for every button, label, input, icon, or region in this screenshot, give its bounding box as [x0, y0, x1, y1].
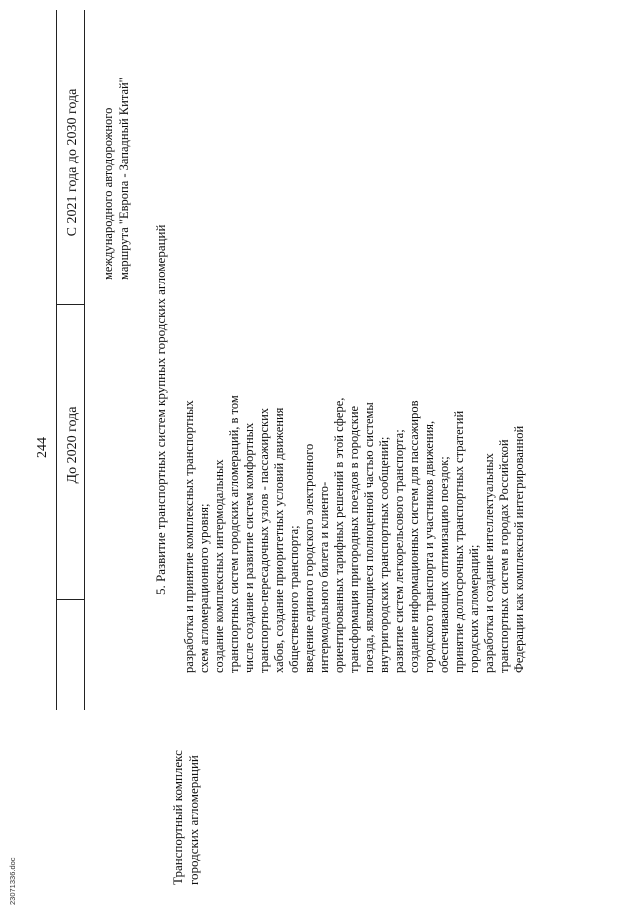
file-id: 23071336.doc — [8, 857, 17, 905]
route-note-line: маршрута "Европа - Западный Китай" — [117, 77, 131, 280]
row-label — [170, 685, 202, 885]
list-line: транспортно-пересадочных узлов - пассажирских — [257, 407, 271, 673]
list-line: разработка и создание интеллектуальных — [482, 453, 496, 673]
route-note — [100, 20, 132, 280]
table-header-rule — [84, 10, 85, 710]
list-line: хабов, создание приоритетных условий движения — [272, 407, 286, 673]
list-line: общественного транспорта; — [287, 525, 301, 673]
list-line: создание комплексных интермодальных — [212, 459, 226, 673]
list-line: трансформация пригородных поездов в городские — [347, 405, 361, 673]
list-line: числе создание и развитие систем комфортных — [242, 422, 256, 673]
list-line: ориентированных тарифных решений в этой сфере, — [332, 397, 346, 673]
list-line: развитие систем легкорельсового транспорта; — [392, 429, 406, 673]
list-line: транспортных систем в городах Российской — [497, 439, 511, 673]
list-line: городского транспорта и участников движения, — [422, 420, 436, 673]
list-line: внутригородских транспортных сообщений; — [377, 436, 391, 673]
column-header-until-2020: До 2020 года — [65, 406, 80, 484]
route-note-line: международного автодорожного — [101, 107, 115, 280]
list-line: транспортных систем городских агломераций, в том — [227, 395, 241, 673]
list-line: введение единого городского электронного — [302, 443, 316, 673]
column-header-2021-2030: С 2021 года до 2030 года — [65, 88, 80, 237]
list-line: городских агломераций; — [467, 544, 481, 673]
measures-list — [182, 243, 527, 673]
page-number: 244 — [35, 437, 50, 458]
list-line: разработка и принятие комплексных транспортных — [182, 400, 196, 673]
list-line: схем агломерационного уровня; — [197, 503, 211, 673]
table-top-rule — [56, 10, 57, 710]
section-title: 5. Развитие транспортных систем крупных городских агломераций — [153, 224, 168, 595]
list-line: принятие долгосрочных транспортных стратегий — [452, 410, 466, 673]
row-label-line: Транспортный комплекс — [170, 750, 185, 885]
list-line: поезда, являющиеся полноценной частью системы — [362, 402, 376, 673]
list-line: интермодального билета и клиенто- — [317, 481, 331, 673]
row-label-line: городских агломераций — [186, 755, 201, 885]
list-line: Федерации как комплексной интегрированной — [512, 425, 526, 673]
list-line: создание информационных систем для пассажиров — [407, 400, 421, 673]
list-line: обеспечивающих оптимизацию поездок; — [437, 456, 451, 673]
